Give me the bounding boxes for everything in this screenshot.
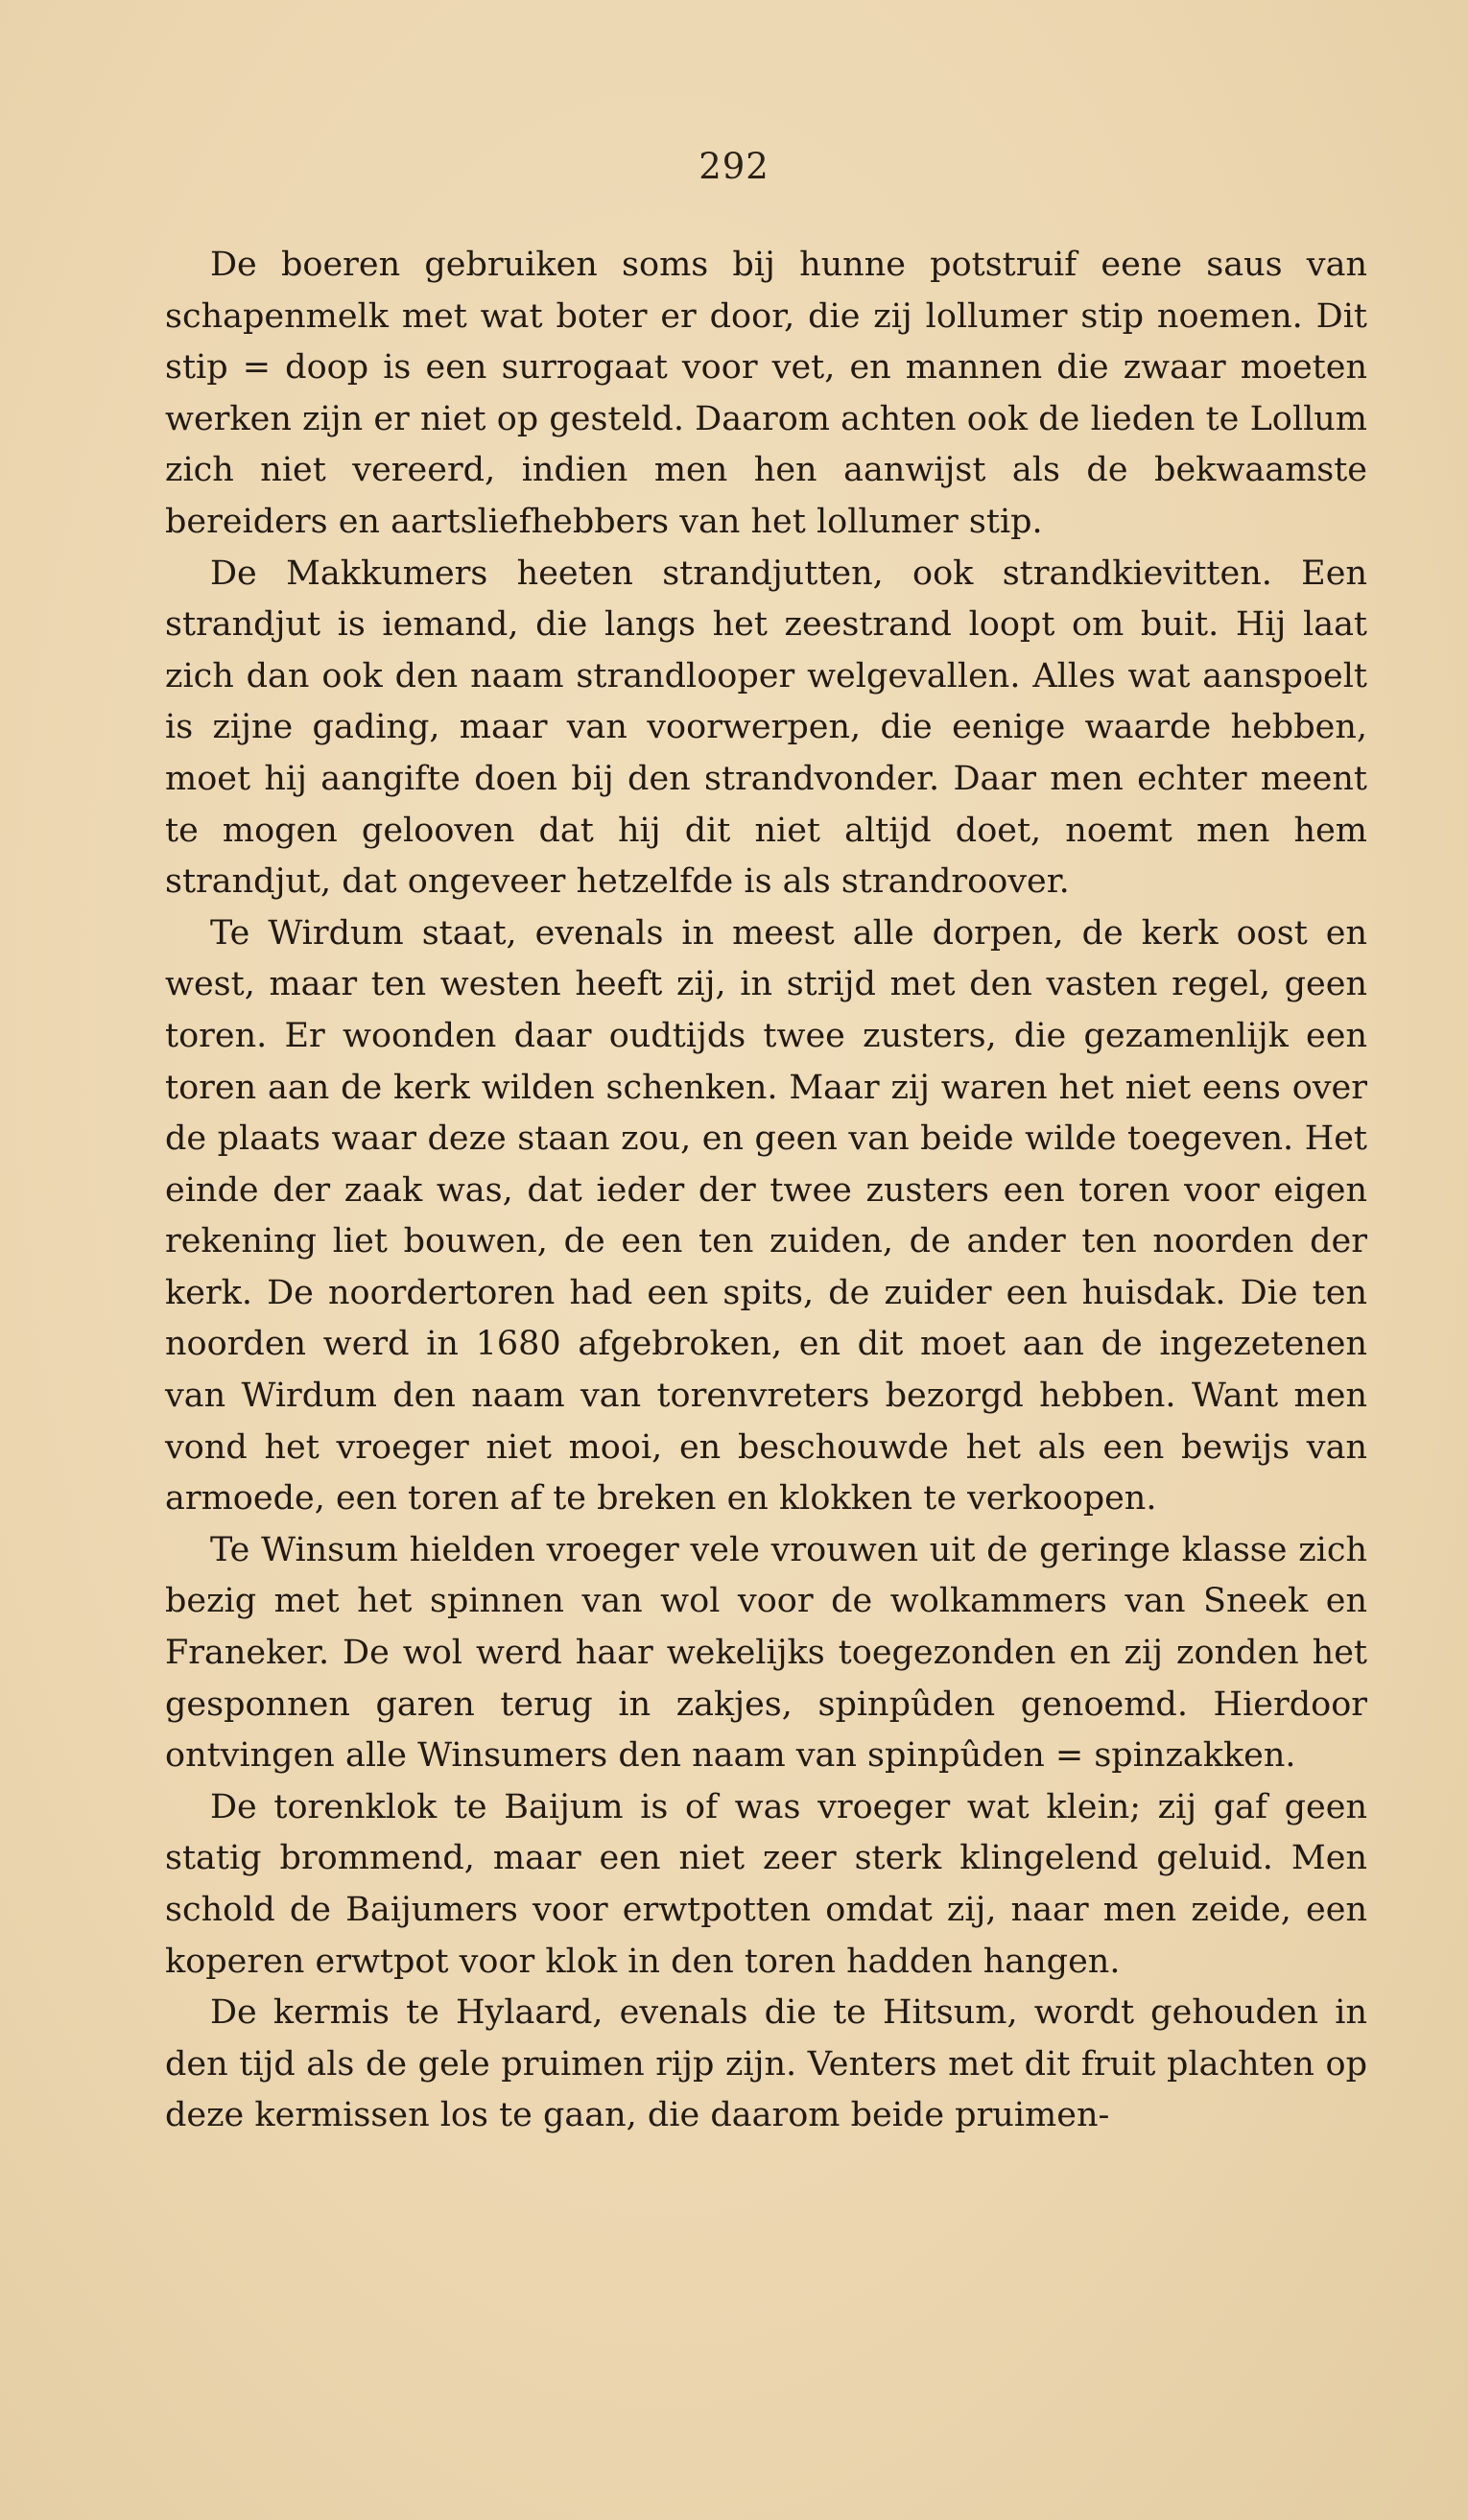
paragraph-winsum: Te Winsum hielden vroeger vele vrouwen uit de geringe klasse zich bezig met het spinnen van wol voor de wolkammers van Sneek en Franeker. De wol werd haar wekelijks toegezonden en zij zonden het gesponnen garen terug in zakjes, spinpûden genoemd. Hierdoor ontvingen alle Winsumers den naam van spinpûden = spinzakken.	[165, 1530, 1367, 1776]
body-text	[165, 240, 1367, 2142]
paragraph-hylaard: De kermis te Hylaard, evenals die te Hitsum, wordt gehouden in den tijd als de gele pruimen rijp zijn. Venters met dit fruit plachten op deze kermissen los te gaan, die daarom beide pruimen-	[165, 1993, 1367, 2135]
paragraph-baijum: De torenklok te Baijum is of was vroeger wat klein; zij gaf geen statig brommend, maar een niet zeer sterk klingelend geluid. Men schold de Baijumers voor erwtpotten omdat zij, naar men zeide, een koperen erwtpot voor klok in den toren hadden hangen.	[165, 1787, 1367, 1981]
paragraph-lollum: De boeren gebruiken soms bij hunne potstruif eene saus van schapenmelk met wat boter er door, die zij lollumer stip noemen. Dit stip = doop is een surrogaat voor vet, en mannen die zwaar moeten werken zijn er niet op gesteld. Daarom achten ook de lieden te Lollum zich niet vereerd, indien men hen aanwijst als de bekwaamste bereiders en aartsliefhebbers van het lollumer stip.	[165, 246, 1367, 541]
page-number: 292	[698, 146, 770, 187]
paragraph-wirdum: Te Wirdum staat, evenals in meest alle dorpen, de kerk oost en west, maar ten westen heeft zij, in strijd met den vasten regel, geen toren. Er woonden daar oudtijds twee zusters, die gezamenlijk een toren aan de kerk wilden schenken. Maar zij waren het niet eens over de plaats waar deze staan zou, en geen van beide wilde toegeven. Het einde der zaak was, dat ieder der twee zusters een toren voor eigen rekening liet bouwen, de een ten zuiden, de ander ten noorden der kerk. De noordertoren had een spits, de zuider een huisdak. Die ten noorden werd in 1680 afgebroken, en dit moet aan de ingezetenen van Wirdum den naam van torenvreters bezorgd hebben. Want men vond het vroeger niet mooi, en beschouwde het als een bewijs van armoede, een toren af te breken en klokken te verkoopen.	[165, 913, 1367, 1519]
paragraph-makkum: De Makkumers heeten strandjutten, ook strandkievitten. Een strandjut is iemand, die langs het zeestrand loopt om buit. Hij laat zich dan ook den naam strandlooper welgevallen. Alles wat aanspoelt is zijne gading, maar van voorwerpen, die eenige waarde hebben, moet hij aangifte doen bij den strandvonder. Daar men echter meent te mogen gelooven dat hij dit niet altijd doet, noemt men hem strandjut, dat ongeveer hetzelfde is als strandroover.	[165, 553, 1367, 902]
